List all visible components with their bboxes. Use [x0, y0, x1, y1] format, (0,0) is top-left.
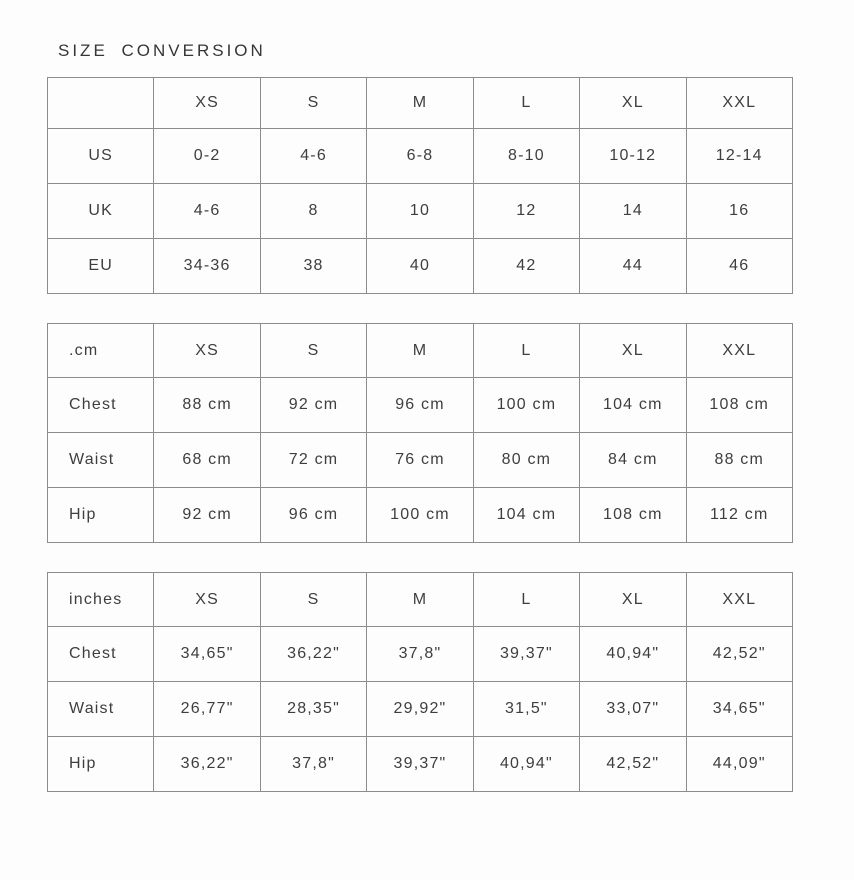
measurement-cell: 96 cm: [367, 378, 473, 433]
col-header-l: L: [473, 78, 579, 129]
row-label-chest: Chest: [48, 627, 154, 682]
measurement-cell: 37,8": [367, 627, 473, 682]
unit-header-cm: .cm: [48, 324, 154, 378]
size-value-cell: 6-8: [367, 129, 473, 184]
table-row-waist: [48, 682, 793, 737]
col-header-s: S: [260, 324, 366, 378]
inches-measurements-table: [47, 572, 793, 792]
size-value-cell: 44: [580, 239, 686, 294]
table-row-chest: [48, 378, 793, 433]
col-header-m: M: [367, 78, 473, 129]
measurement-cell: 88 cm: [686, 433, 792, 488]
table-row-chest: [48, 627, 793, 682]
measurement-cell: 104 cm: [580, 378, 686, 433]
table-header-row: [48, 78, 793, 129]
measurement-cell: 80 cm: [473, 433, 579, 488]
page-title: SIZE CONVERSION: [58, 41, 266, 60]
measurement-cell: 28,35": [260, 682, 366, 737]
size-value-cell: 4-6: [154, 184, 260, 239]
col-header-xl: XL: [580, 78, 686, 129]
measurement-cell: 92 cm: [154, 488, 260, 543]
size-value-cell: 14: [580, 184, 686, 239]
measurement-cell: 84 cm: [580, 433, 686, 488]
measurement-cell: 40,94": [580, 627, 686, 682]
measurement-cell: 33,07": [580, 682, 686, 737]
col-header-s: S: [260, 573, 366, 627]
table-row-uk: [48, 184, 793, 239]
row-label-chest: Chest: [48, 378, 154, 433]
unit-header-inches: inches: [48, 573, 154, 627]
row-label-waist: Waist: [48, 682, 154, 737]
size-value-cell: 16: [686, 184, 792, 239]
measurement-cell: 26,77": [154, 682, 260, 737]
table-row-hip: [48, 737, 793, 792]
size-value-cell: 4-6: [260, 129, 366, 184]
size-value-cell: 12: [473, 184, 579, 239]
size-value-cell: 8: [260, 184, 366, 239]
measurement-cell: 72 cm: [260, 433, 366, 488]
size-value-cell: 40: [367, 239, 473, 294]
size-value-cell: 34-36: [154, 239, 260, 294]
size-value-cell: 8-10: [473, 129, 579, 184]
col-header-m: M: [367, 324, 473, 378]
col-header-xxl: XXL: [686, 78, 792, 129]
col-header-l: L: [473, 324, 579, 378]
measurement-cell: 39,37": [473, 627, 579, 682]
row-label-us: US: [48, 129, 154, 184]
col-header-s: S: [260, 78, 366, 129]
col-header-xs: XS: [154, 324, 260, 378]
col-header-xl: XL: [580, 324, 686, 378]
size-value-cell: 10-12: [580, 129, 686, 184]
measurement-cell: 68 cm: [154, 433, 260, 488]
measurement-cell: 44,09": [686, 737, 792, 792]
col-header-xs: XS: [154, 573, 260, 627]
size-value-cell: 42: [473, 239, 579, 294]
table-row-waist: [48, 433, 793, 488]
measurement-cell: 112 cm: [686, 488, 792, 543]
row-label-uk: UK: [48, 184, 154, 239]
row-label-eu: EU: [48, 239, 154, 294]
measurement-cell: 96 cm: [260, 488, 366, 543]
row-label-waist: Waist: [48, 433, 154, 488]
measurement-cell: 92 cm: [260, 378, 366, 433]
measurement-cell: 34,65": [686, 682, 792, 737]
col-header-xxl: XXL: [686, 324, 792, 378]
measurement-cell: 29,92": [367, 682, 473, 737]
col-header-xxl: XXL: [686, 573, 792, 627]
measurement-cell: 34,65": [154, 627, 260, 682]
col-header-l: L: [473, 573, 579, 627]
table-row-us: [48, 129, 793, 184]
corner-cell: [48, 78, 154, 129]
measurement-cell: 108 cm: [686, 378, 792, 433]
measurement-cell: 108 cm: [580, 488, 686, 543]
measurement-cell: 100 cm: [473, 378, 579, 433]
size-value-cell: 46: [686, 239, 792, 294]
measurement-cell: 39,37": [367, 737, 473, 792]
international-size-table: [47, 77, 793, 294]
measurement-cell: 42,52": [686, 627, 792, 682]
col-header-xl: XL: [580, 573, 686, 627]
measurement-cell: 31,5": [473, 682, 579, 737]
measurement-cell: 76 cm: [367, 433, 473, 488]
measurement-cell: 88 cm: [154, 378, 260, 433]
measurement-cell: 42,52": [580, 737, 686, 792]
size-value-cell: 10: [367, 184, 473, 239]
size-value-cell: 12-14: [686, 129, 792, 184]
measurement-cell: 100 cm: [367, 488, 473, 543]
measurement-cell: 40,94": [473, 737, 579, 792]
measurement-cell: 36,22": [260, 627, 366, 682]
measurement-cell: 37,8": [260, 737, 366, 792]
table-row-eu: [48, 239, 793, 294]
row-label-hip: Hip: [48, 737, 154, 792]
table-header-row: [48, 573, 793, 627]
measurement-cell: 104 cm: [473, 488, 579, 543]
table-header-row: [48, 324, 793, 378]
size-value-cell: 38: [260, 239, 366, 294]
col-header-xs: XS: [154, 78, 260, 129]
col-header-m: M: [367, 573, 473, 627]
size-value-cell: 0-2: [154, 129, 260, 184]
measurement-cell: 36,22": [154, 737, 260, 792]
row-label-hip: Hip: [48, 488, 154, 543]
table-row-hip: [48, 488, 793, 543]
cm-measurements-table: [47, 323, 793, 543]
